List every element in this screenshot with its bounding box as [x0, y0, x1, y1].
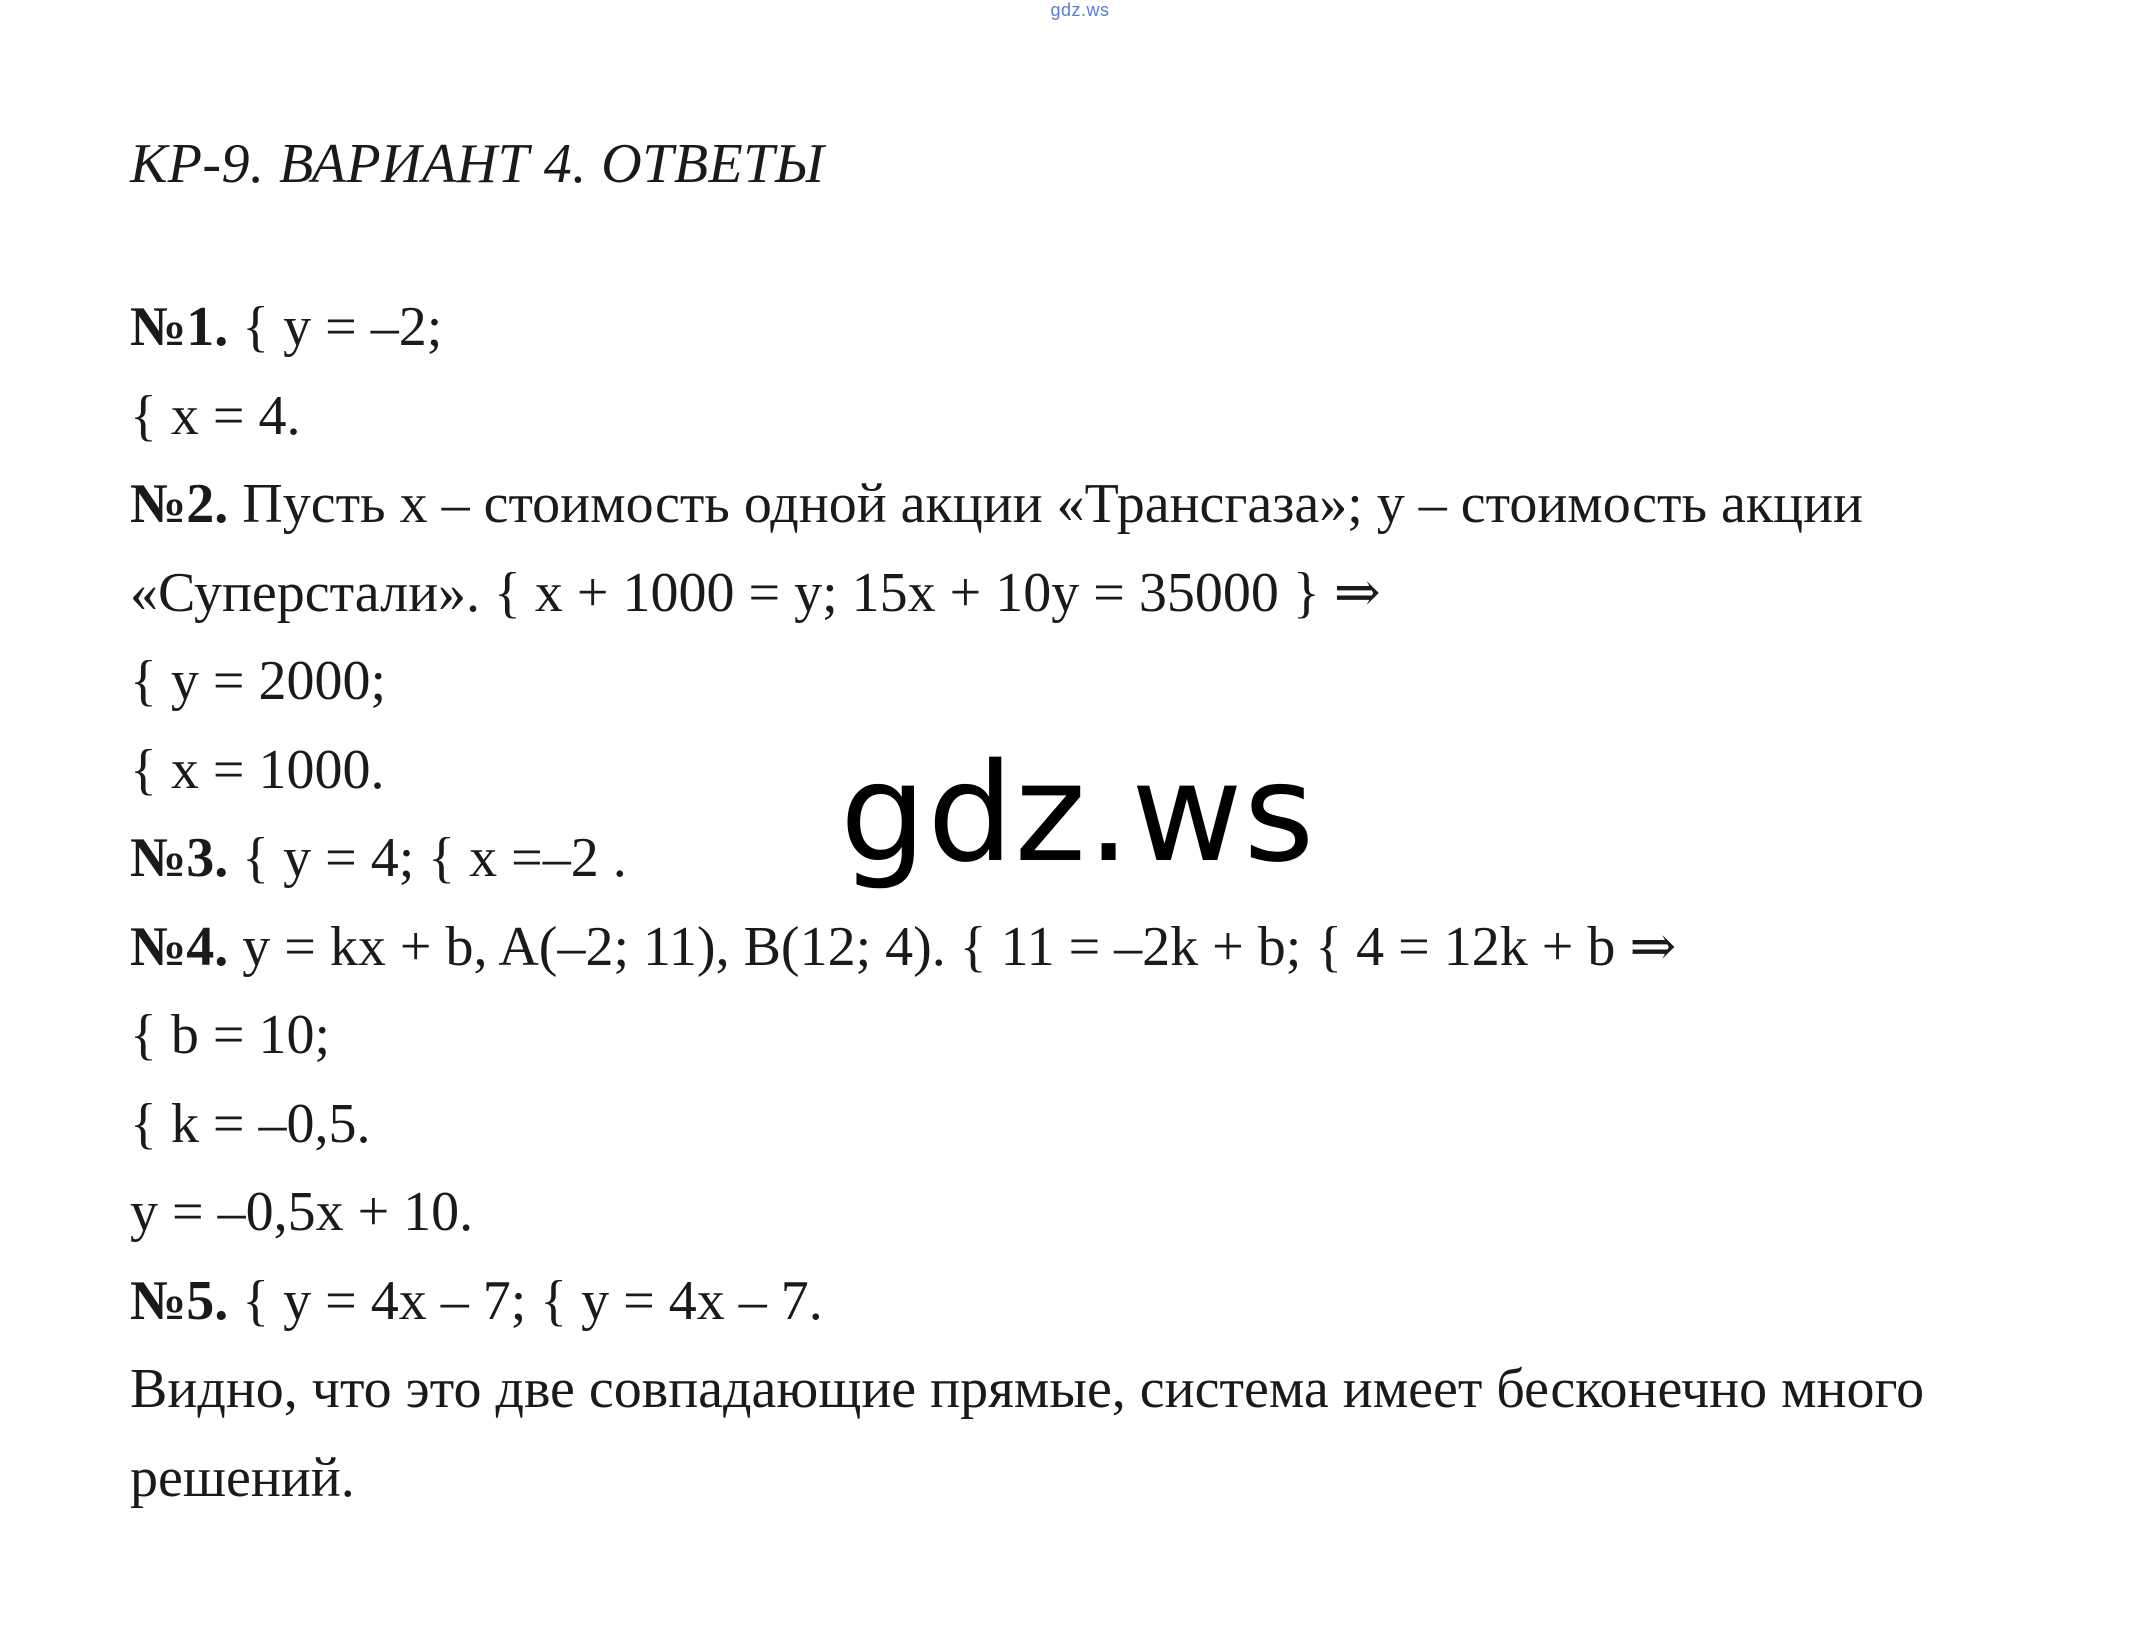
answer-line: [130, 1434, 2080, 1523]
task-number: №3.: [130, 827, 229, 889]
page-title: КР-9. ВАРИАНТ 4. ОТВЕТЫ: [130, 133, 825, 195]
answer-line: [130, 372, 2080, 461]
answer-line: [130, 283, 2080, 372]
answer-text: { y = 4; { x =–2 .: [228, 827, 627, 889]
answer-text: { y = 2000;: [130, 650, 387, 712]
site-mark: gdz.ws: [1050, 0, 1110, 20]
answer-line: [130, 1345, 2080, 1434]
answer-text: { x = 1000.: [130, 738, 385, 801]
answer-text: { y = 4x – 7; { y = 4x – 7.: [228, 1269, 823, 1332]
answer-text: y = kx + b, A(–2; 11), B(12; 4). { 11 = –2k + b; { 4 = 12k + b ⇒: [228, 915, 1677, 978]
answer-line: [130, 903, 2080, 992]
answers-body: [130, 283, 2080, 1522]
answer-line: [130, 1257, 2080, 1346]
answer-line: [130, 637, 2080, 726]
task-number: №2.: [130, 473, 229, 535]
answer-text: y = –0,5x + 10.: [130, 1181, 474, 1243]
task-number: №4.: [130, 915, 229, 978]
answer-line: [130, 1168, 2080, 1257]
answer-text: Пусть x – стоимость одной акции «Трансгаза»; y – стоимость акции: [228, 473, 1863, 535]
task-number: №5.: [130, 1269, 229, 1332]
answer-text: { b = 10;: [130, 1004, 331, 1066]
answer-text: решений.: [130, 1446, 355, 1509]
answer-text: { y = –2;: [228, 296, 443, 358]
answer-line: [130, 1080, 2080, 1169]
answer-line: [130, 460, 2080, 549]
watermark-logo: gdz.ws: [840, 735, 1316, 893]
answer-text: { k = –0,5.: [130, 1092, 371, 1155]
answer-text: { x = 4.: [130, 384, 301, 447]
answer-text: «Суперстали». { x + 1000 = y; 15x + 10y = 35000 } ⇒: [130, 561, 1381, 624]
answer-line: [130, 991, 2080, 1080]
answer-text: Видно, что это две совпадающие прямые, система имеет бесконечно много: [130, 1358, 1925, 1420]
task-number: №1.: [130, 296, 229, 358]
answer-line: [130, 549, 2080, 638]
